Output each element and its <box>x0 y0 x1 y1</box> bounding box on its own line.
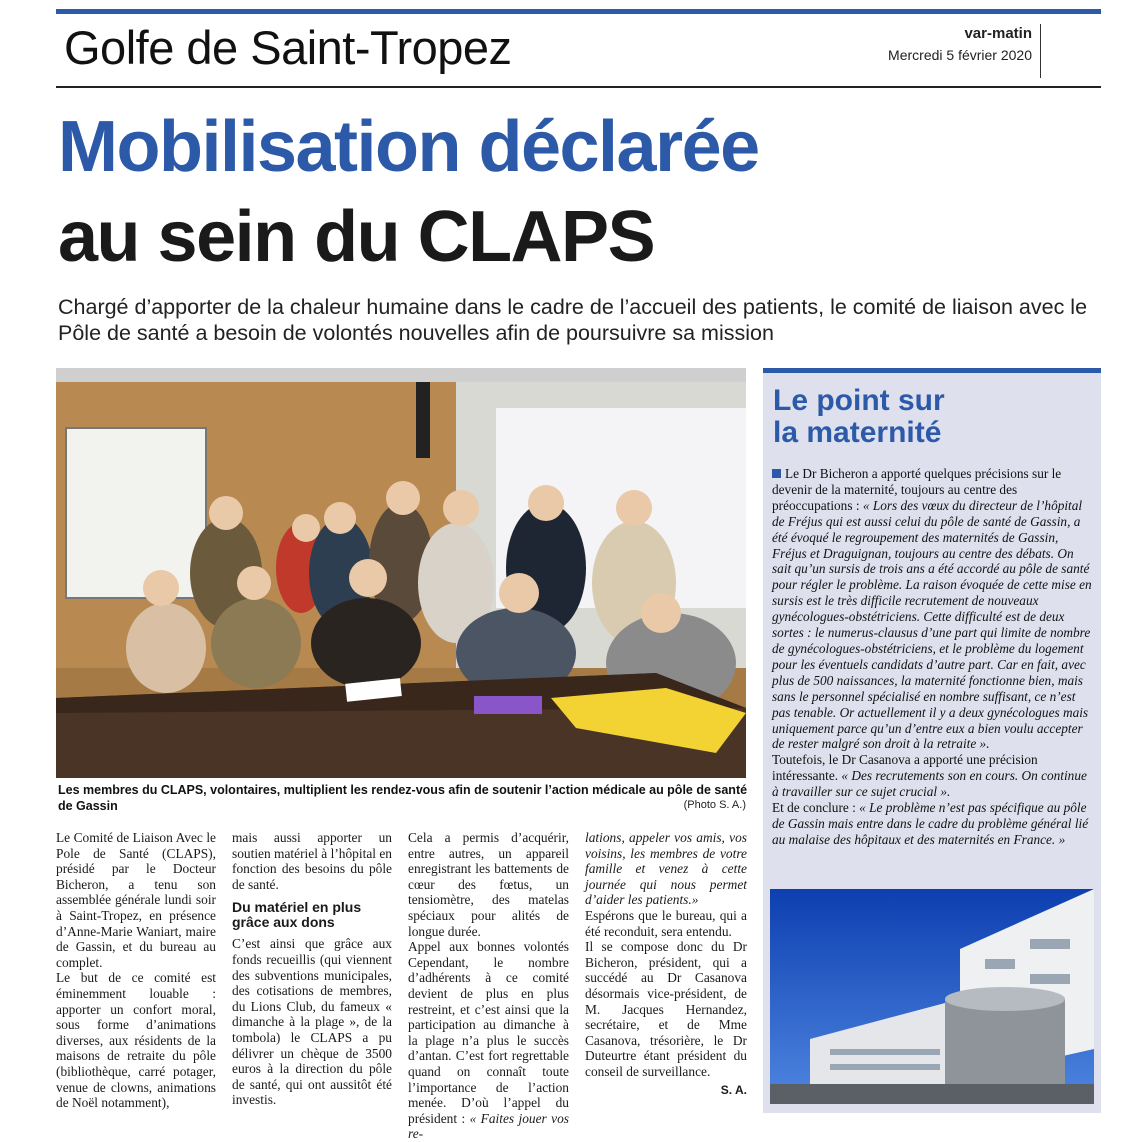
header-rule <box>56 86 1101 88</box>
author-signature: S. A. <box>720 1082 747 1097</box>
sidebar-top-rule <box>763 368 1101 373</box>
paragraph <box>772 466 1094 752</box>
quote-text: « Le problème n’est pas spécifique au pôle de Gassin mais entre dans le cadre du problème général lié au malaise des hôpitaux et des maternités en France. » <box>772 800 1089 847</box>
group-photo-illustration <box>56 368 746 778</box>
sidebar-title-line-2: la maternité <box>773 416 942 449</box>
article-deck: Chargé d’apporter de la chaleur humaine dans le cadre de l’accueil des patients, le comité de liaison avec le Pôle de santé a besoin de volontés nouvelles afin de poursuivre sa mission <box>58 295 1088 345</box>
section-title: Golfe de Saint-Tropez <box>64 21 512 74</box>
sidebar-text <box>772 466 1094 848</box>
group-photo <box>56 368 746 778</box>
issue-date: Mercredi 5 février 2020 <box>888 47 1032 63</box>
paragraph <box>772 752 1094 800</box>
photo-caption: Les membres du CLAPS, volontaires, multiplient les rendez-vous afin de soutenir l’action médicale au pôle de santé de Gassin <box>58 783 748 813</box>
sidebar-title-line-1: Le point sur <box>773 384 945 417</box>
article-column-4 <box>585 830 747 1098</box>
quote-text: lations, appeler vos amis, vos voisins, les membres de votre famille et venez à cette journée qui nous permet d’aider les patients.» <box>585 830 747 908</box>
paragraph <box>772 800 1094 848</box>
photo-credit: (Photo S. A.) <box>683 799 746 811</box>
article-subheading: Du matériel en plus grâce aux dons <box>232 899 362 931</box>
paragraph: C’est ainsi que grâce aux fonds recueillis (qui viennent des subventions municipales, des cotisations de membres, du Lions Club, du fameux « dimanche à la plage », de la tombola) le CLAPS a pu délivrer un chèque de 3500 euros à la direction du pôle de santé, qui ont aussitôt été investis. <box>232 936 392 1108</box>
sidebar-intro: Le Dr Bicheron a apporté quelques précisions sur le devenir de la maternité, toujours au centre des préoccupations : <box>772 466 1062 513</box>
square-bullet-icon <box>772 469 781 478</box>
paragraph-text: Et de conclure : <box>772 800 856 816</box>
header-divider <box>1040 24 1041 78</box>
newspaper-brand: var-matin <box>964 25 1032 42</box>
paragraph <box>408 939 569 1142</box>
paragraph: Le but de ce comité est éminemment louable : apporter un confort moral, sous forme d’animations diverses, aux résidents de la maisons de retraite du pôle (bibliothèque, carré potager, venue de clowns, animations de Noël notamment), <box>56 970 216 1111</box>
quote-text: « Faites jouer vos re- <box>408 1110 569 1142</box>
top-rule <box>56 9 1101 14</box>
quote-text: « Des recrutements son en cours. On continue à travailler sur ce sujet crucial ». <box>772 768 1087 800</box>
paragraph <box>585 830 747 908</box>
article-column-3 <box>408 830 569 1142</box>
paragraph: Le Comité de Liaison Avec le Pole de Santé (CLAPS), présidé par le Docteur Bicheron, a tenu son assemblée générale lundi soir à Saint-Tropez, en présence d’Anne-Marie Waniart, maire de Gassin, et du bureau au complet. <box>56 830 216 970</box>
hospital-photo <box>770 889 1094 1104</box>
headline-line-1: Mobilisation déclarée <box>58 107 759 187</box>
paragraph-text: Appel aux bonnes volontés Cependant, le nombre d’adhérents à ce comité devient de plus en plus restreint, et c’est ainsi que la participation au dimanche à la plage n’a plus le succès d’antan. C’est fort regrettable quand on connaît toute l’importance de l’action menée. D’où l’appel du président : <box>408 939 569 1126</box>
sidebar-title <box>773 385 945 449</box>
paragraph: Espérons que le bureau, qui a été reconduit, sera entendu. <box>585 907 747 939</box>
article-column-2 <box>232 830 392 1108</box>
paragraph-text: Toutefois, le Dr Casanova a apporté une précision intéressante. <box>772 752 1038 784</box>
article-column-1 <box>56 830 216 1111</box>
paragraph: Il se compose donc du Dr Bicheron, président, qui a succédé au Dr Casanova désormais vice-président, de M. Jacques Hernandez, secrétaire, et de Mme Casanova, trésorière, le Dr Duteurtre étant président du conseil de surveillance. <box>585 939 747 1079</box>
paragraph: Cela a permis d’acquérir, entre autres, un appareil enregistrant les battements de cœur des fœtus, un tensiomètre, des matelas spéciaux pour alités de longue durée. <box>408 830 569 939</box>
headline-line-2: au sein du CLAPS <box>58 197 655 277</box>
hospital-photo-illustration <box>770 889 1094 1104</box>
quote-text: « Lors des vœux du directeur de l’hôpital de Fréjus qui est aussi celui du pôle de santé de Gassin, a été évoqué le regroupement des maternités de Gassin, Fréjus et Draguignan, toujours au centre des débats. On sait qu’un sursis de trois ans a été accordé au pôle de santé pour régler le problème. La raison évoquée de cette mise en sursis est le très difficile recrutement de nouveaux gynécologues-obstétriciens. Cette difficulté est de deux sortes : le numerus-clausus d’une part qui limite de nombre de gynécologues-obstétriciens, et le problème du logement pour les éventuels candidats d’autre part. Car en fait, avec plus de 500 naissances, la maternité fonctionne bien, mais sans le personnel spécialisé en nombre suffisant, ce n’est pas tenable. Or actuellement il y a deux gynécologues mais uniquement parce qu’un d’entre eux a bien voulu accepter de rester malgré son droit à la retraite ». <box>772 497 1092 752</box>
paragraph: mais aussi apporter un soutien matériel à l’hôpital en fonction des besoins du pôle de santé. <box>232 830 392 892</box>
